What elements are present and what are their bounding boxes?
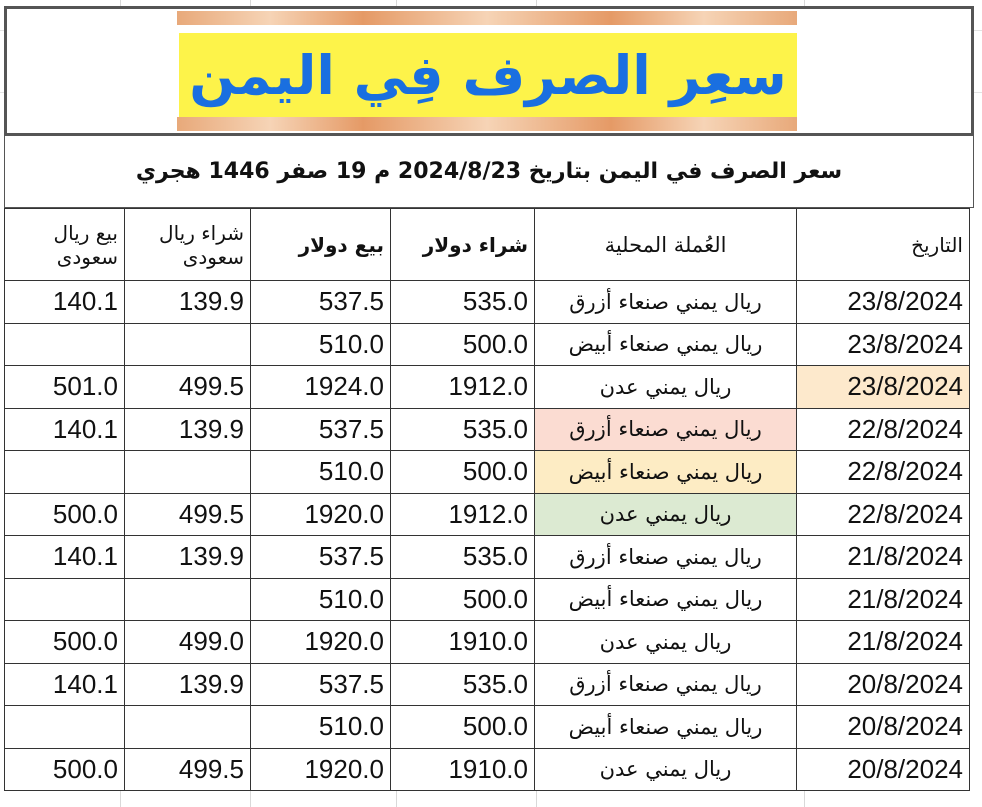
cell-date[interactable]: 20/8/2024 bbox=[797, 663, 970, 706]
cell-date[interactable]: 20/8/2024 bbox=[797, 706, 970, 749]
cell-sell-dollar[interactable]: 537.5 bbox=[251, 536, 391, 579]
cell-buy-riyal[interactable] bbox=[125, 323, 251, 366]
cell-currency[interactable]: ريال يمني صنعاء أزرق bbox=[535, 536, 797, 579]
header-sell-riyal[interactable] bbox=[5, 209, 125, 281]
table-row bbox=[5, 451, 970, 494]
cell-buy-riyal[interactable]: 139.9 bbox=[125, 663, 251, 706]
cell-buy-dollar[interactable]: 1912.0 bbox=[391, 366, 535, 409]
cell-date[interactable]: 21/8/2024 bbox=[797, 621, 970, 664]
cell-buy-dollar[interactable]: 535.0 bbox=[391, 536, 535, 579]
cell-sell-riyal[interactable]: 140.1 bbox=[5, 281, 125, 324]
table-row bbox=[5, 366, 970, 409]
cell-buy-dollar[interactable]: 500.0 bbox=[391, 578, 535, 621]
cell-sell-dollar[interactable]: 1924.0 bbox=[251, 366, 391, 409]
table-row bbox=[5, 621, 970, 664]
page-title: سعِر الصرف فِي اليمن bbox=[189, 43, 787, 107]
cell-buy-riyal[interactable]: 139.9 bbox=[125, 281, 251, 324]
table-row bbox=[5, 323, 970, 366]
cell-sell-riyal[interactable]: 500.0 bbox=[5, 621, 125, 664]
cell-date[interactable]: 20/8/2024 bbox=[797, 748, 970, 791]
cell-date[interactable]: 22/8/2024 bbox=[797, 493, 970, 536]
cell-buy-riyal[interactable] bbox=[125, 451, 251, 494]
cell-buy-dollar[interactable]: 1910.0 bbox=[391, 621, 535, 664]
cell-sell-dollar[interactable]: 510.0 bbox=[251, 323, 391, 366]
header-buy-riyal[interactable] bbox=[125, 209, 251, 281]
cell-sell-riyal[interactable] bbox=[5, 451, 125, 494]
table-row bbox=[5, 536, 970, 579]
cell-buy-dollar[interactable]: 500.0 bbox=[391, 706, 535, 749]
cell-buy-riyal[interactable]: 499.5 bbox=[125, 493, 251, 536]
cell-date-highlighted[interactable]: 23/8/2024 bbox=[797, 366, 970, 409]
cell-sell-dollar[interactable]: 537.5 bbox=[251, 663, 391, 706]
subtitle-cell[interactable] bbox=[4, 136, 974, 208]
subtitle: سعر الصرف في اليمن بتاريخ 2024/8/23 م 19 صفر 1446 هجري bbox=[135, 159, 843, 184]
header-sell-dollar[interactable]: بيع دولار bbox=[251, 209, 391, 281]
table-row bbox=[5, 493, 970, 536]
cell-date[interactable]: 23/8/2024 bbox=[797, 281, 970, 324]
exchange-rate-table bbox=[4, 208, 970, 791]
cell-date[interactable]: 22/8/2024 bbox=[797, 408, 970, 451]
cell-buy-dollar[interactable]: 1912.0 bbox=[391, 493, 535, 536]
cell-sell-riyal[interactable]: 501.0 bbox=[5, 366, 125, 409]
cell-buy-riyal[interactable]: 499.5 bbox=[125, 748, 251, 791]
table-row bbox=[5, 281, 970, 324]
cell-buy-riyal[interactable]: 499.5 bbox=[125, 366, 251, 409]
cell-currency[interactable]: ريال يمني صنعاء أبيض bbox=[535, 706, 797, 749]
header-currency[interactable]: العُملة المحلية bbox=[535, 209, 797, 281]
banner-decoration-top bbox=[177, 11, 797, 25]
cell-buy-riyal[interactable] bbox=[125, 578, 251, 621]
cell-sell-riyal[interactable]: 500.0 bbox=[5, 748, 125, 791]
cell-buy-dollar[interactable]: 500.0 bbox=[391, 451, 535, 494]
cell-sell-riyal[interactable] bbox=[5, 323, 125, 366]
cell-sell-riyal[interactable]: 140.1 bbox=[5, 536, 125, 579]
cell-sell-riyal[interactable] bbox=[5, 578, 125, 621]
cell-currency[interactable]: ريال يمني عدن bbox=[535, 366, 797, 409]
cell-sell-dollar[interactable]: 537.5 bbox=[251, 408, 391, 451]
cell-sell-riyal[interactable]: 500.0 bbox=[5, 493, 125, 536]
cell-currency[interactable]: ريال يمني صنعاء أزرق bbox=[535, 281, 797, 324]
cell-buy-dollar[interactable]: 1910.0 bbox=[391, 748, 535, 791]
header-sell-riyal-line1: بيع ريال bbox=[53, 220, 118, 245]
cell-sell-riyal[interactable] bbox=[5, 706, 125, 749]
cell-currency[interactable]: ريال يمني عدن bbox=[535, 621, 797, 664]
cell-buy-dollar[interactable]: 535.0 bbox=[391, 408, 535, 451]
cell-date[interactable]: 23/8/2024 bbox=[797, 323, 970, 366]
cell-sell-dollar[interactable]: 1920.0 bbox=[251, 621, 391, 664]
table-row bbox=[5, 706, 970, 749]
cell-buy-dollar[interactable]: 535.0 bbox=[391, 663, 535, 706]
cell-sell-dollar[interactable]: 510.0 bbox=[251, 451, 391, 494]
header-buy-dollar[interactable]: شراء دولار bbox=[391, 209, 535, 281]
banner-decoration-bottom bbox=[177, 117, 797, 131]
table-row bbox=[5, 578, 970, 621]
cell-currency-highlighted[interactable]: ريال يمني صنعاء أزرق bbox=[535, 408, 797, 451]
header-buy-riyal-line2: سعودى bbox=[182, 244, 244, 269]
cell-sell-dollar[interactable]: 510.0 bbox=[251, 578, 391, 621]
cell-currency[interactable]: ريال يمني عدن bbox=[535, 748, 797, 791]
cell-buy-riyal[interactable] bbox=[125, 706, 251, 749]
title-banner bbox=[4, 6, 974, 136]
cell-sell-dollar[interactable]: 1920.0 bbox=[251, 493, 391, 536]
cell-sell-dollar[interactable]: 510.0 bbox=[251, 706, 391, 749]
cell-currency-highlighted[interactable]: ريال يمني صنعاء أبيض bbox=[535, 451, 797, 494]
banner-title-box bbox=[179, 33, 797, 117]
cell-date[interactable]: 21/8/2024 bbox=[797, 536, 970, 579]
header-sell-riyal-line2: سعودى bbox=[56, 244, 118, 269]
cell-buy-dollar[interactable]: 535.0 bbox=[391, 281, 535, 324]
cell-buy-riyal[interactable]: 139.9 bbox=[125, 408, 251, 451]
table-row bbox=[5, 663, 970, 706]
header-buy-riyal-line1: شراء ريال bbox=[159, 220, 244, 245]
table-header-row bbox=[5, 209, 970, 281]
cell-currency[interactable]: ريال يمني صنعاء أزرق bbox=[535, 663, 797, 706]
table-row bbox=[5, 748, 970, 791]
cell-currency[interactable]: ريال يمني صنعاء أبيض bbox=[535, 323, 797, 366]
cell-sell-dollar[interactable]: 537.5 bbox=[251, 281, 391, 324]
cell-date[interactable]: 21/8/2024 bbox=[797, 578, 970, 621]
cell-buy-riyal[interactable]: 139.9 bbox=[125, 536, 251, 579]
cell-currency-highlighted[interactable]: ريال يمني عدن bbox=[535, 493, 797, 536]
cell-buy-dollar[interactable]: 500.0 bbox=[391, 323, 535, 366]
cell-sell-riyal[interactable]: 140.1 bbox=[5, 663, 125, 706]
header-date[interactable]: التاريخ bbox=[797, 209, 970, 281]
cell-buy-riyal[interactable]: 499.0 bbox=[125, 621, 251, 664]
cell-sell-riyal[interactable]: 140.1 bbox=[5, 408, 125, 451]
cell-currency[interactable]: ريال يمني صنعاء أبيض bbox=[535, 578, 797, 621]
cell-sell-dollar[interactable]: 1920.0 bbox=[251, 748, 391, 791]
cell-date[interactable]: 22/8/2024 bbox=[797, 451, 970, 494]
table-row bbox=[5, 408, 970, 451]
